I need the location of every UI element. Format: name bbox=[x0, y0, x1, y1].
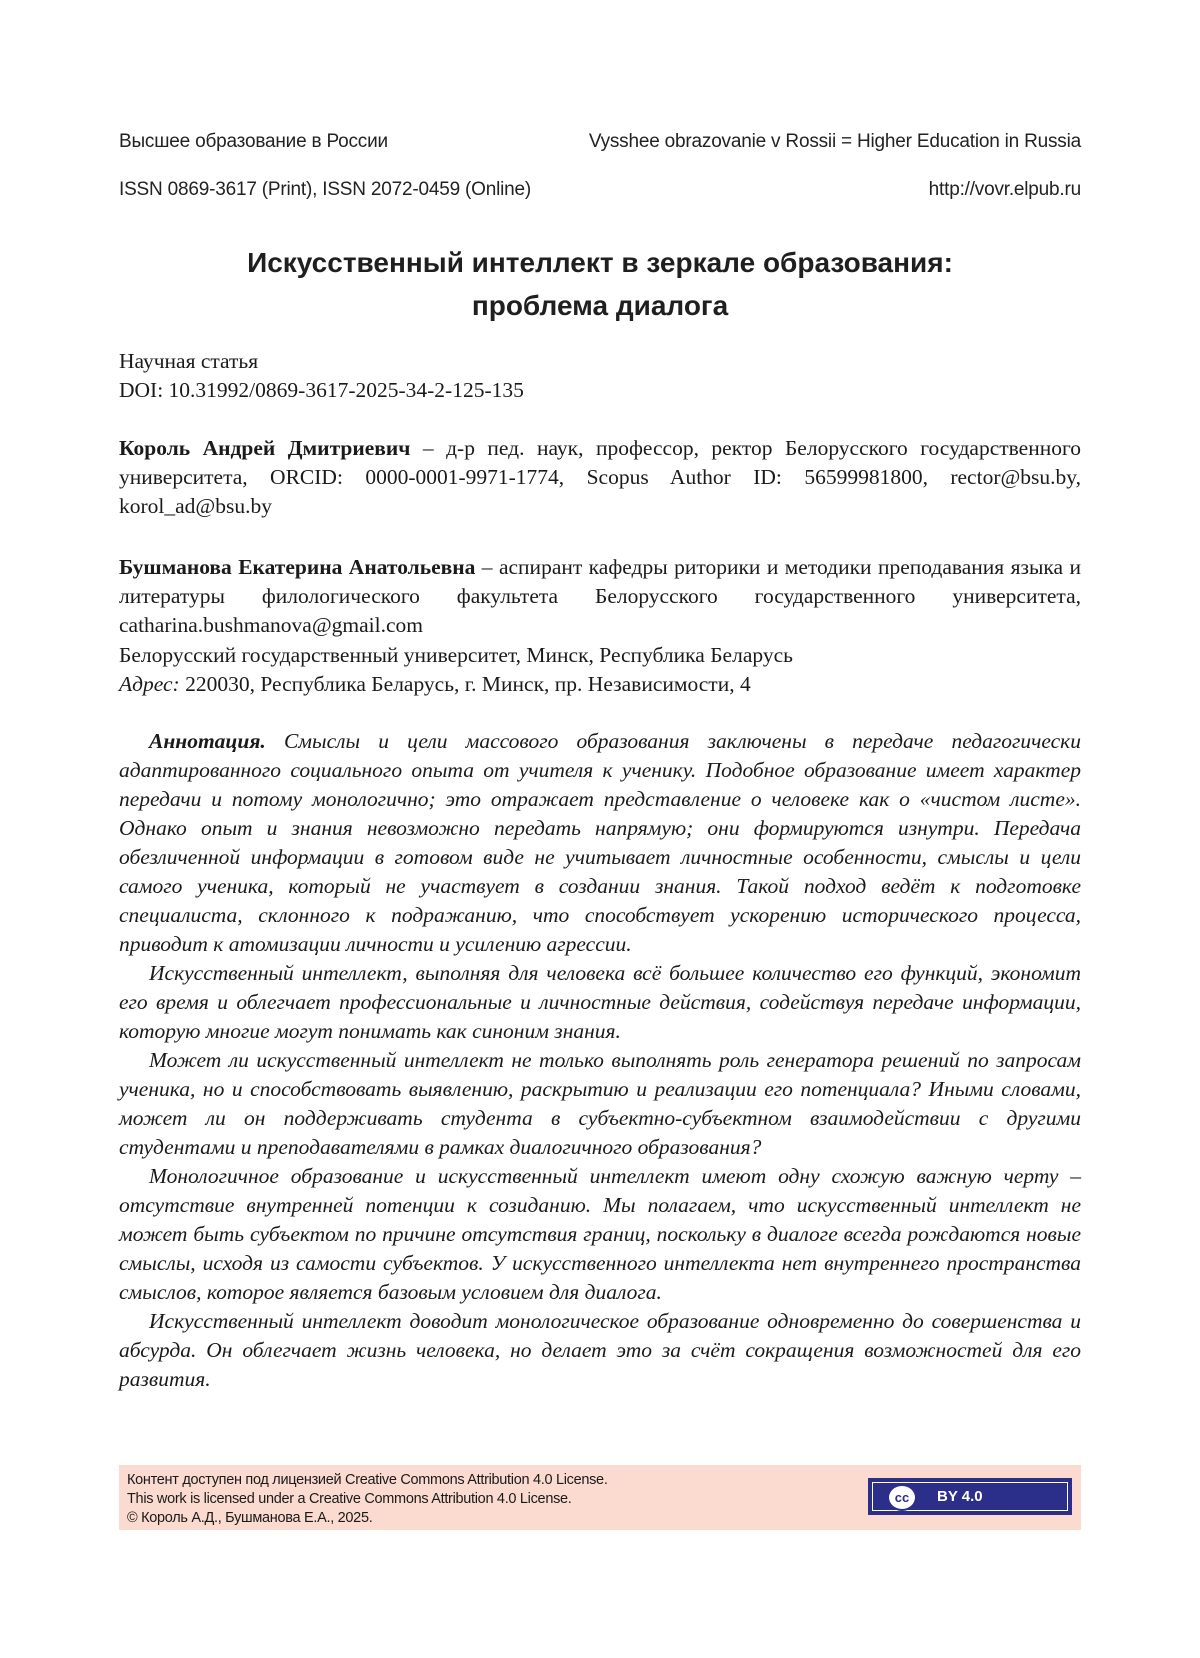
license-box bbox=[119, 1465, 1081, 1530]
copyright-line: © Король А.Д., Бушманова Е.А., 2025. bbox=[127, 1510, 373, 1526]
issn-header bbox=[119, 179, 1081, 201]
title-line-2: проблема диалога bbox=[471, 290, 729, 321]
cc-badge-label: BY 4.0 bbox=[937, 1488, 983, 1505]
abstract-p1-text: Смыслы и цели массового образования заключены в передаче педагогически адаптированного социального опыта от учителя к ученику. Подобное образование имеет характер передачи и потому монологично; это отражает представление о человеке как о «чистом листе». Однако опыт и знания невозможно передать напрямую; они формируются изнутри. Передача обезличенной информации в готовом виде не учитывает личностные особенности, смыслы и цели самого ученика, который не участвует в создании знания. Такой подход ведёт к подготовке специалиста, склонного к подражанию, что способствует ускорению исторического процесса, приводит к атомизации личности и усилению агрессии. bbox=[119, 729, 1081, 956]
cc-badge-frame bbox=[872, 1482, 1068, 1511]
author-1 bbox=[119, 434, 1081, 521]
address-label: Адрес: bbox=[119, 672, 180, 696]
address-value: 220030, Республика Беларусь, г. Минск, пр. Независимости, 4 bbox=[179, 672, 751, 696]
abstract-paragraph-1 bbox=[119, 727, 1081, 959]
author-1-name: Король Андрей Дмитриевич bbox=[119, 436, 411, 460]
author-1-details: – д-р пед. наук, профессор, ректор Белорусского государственного университета, ORCID: 0000-0001-9971-1774, Scopus Author ID: 56599981800, rector@bsu.by, korol_ad@bsu.by bbox=[119, 436, 1081, 518]
article-type: Научная статья bbox=[119, 349, 259, 373]
affiliation-org: Белорусский государственный университет, Минск, Республика Беларусь bbox=[119, 643, 793, 667]
abstract-paragraph-2: Искусственный интеллект, выполняя для человека всё большее количество его функций, экономит его время и облегчает профессиональные и личностные действия, содействуя передаче информации, которую многие могут понимать как синоним знания. bbox=[119, 961, 1081, 1043]
cc-logo-icon: cc bbox=[887, 1484, 917, 1511]
title-line-1: Искусственный интеллект в зеркале образования: bbox=[247, 247, 953, 278]
author-2-name: Бушманова Екатерина Анатольевна bbox=[119, 555, 476, 579]
affiliation-address bbox=[119, 670, 751, 699]
license-line-en: This work is licensed under a Creative Commons Attribution 4.0 License. bbox=[127, 1491, 572, 1507]
abstract-paragraph-5: Искусственный интеллект доводит монологическое образование одновременно до совершенства и абсурда. Он облегчает жизнь человека, но делает это за счёт сокращения возможностей для его развития. bbox=[119, 1309, 1081, 1391]
article-title bbox=[119, 241, 1081, 327]
license-text bbox=[127, 1471, 608, 1528]
abstract-paragraph-3: Может ли искусственный интеллект не только выполнять роль генератора решений по запросам ученика, но и способствовать выявлению, раскрытию и реализации его потенциала? Иными словами, может ли он поддерживать студента в субъектно-субъектном взаимодействии с другими студентами и преподавателями в рамках диалогичного образования? bbox=[119, 1048, 1081, 1159]
cc-by-badge[interactable] bbox=[868, 1478, 1072, 1515]
journal-url[interactable]: http://vovr.elpub.ru bbox=[928, 179, 1081, 200]
journal-title-en: Vysshee obrazovanie v Rossii = Higher Education in Russia bbox=[588, 131, 1081, 152]
author-2-details: – аспирант кафедры риторики и методики преподавания языка и литературы филологического факультета Белорусского государственного университета, catharina.bushmanova@gmail.com bbox=[119, 555, 1081, 637]
journal-title-ru: Высшее образование в России bbox=[119, 131, 388, 152]
abstract-paragraph-4: Монологичное образование и искусственный интеллект имеют одну схожую важную черту – отсутствие внутренней потенции к созиданию. Мы полагаем, что искусственный интеллект не может быть субъектом по причине отсутствия границ, поскольку в диалоге всегда рождаются новые смыслы, исходя из самости субъектов. У искусственного интеллекта нет внутреннего пространства смыслов, которое является базовым условием для диалога. bbox=[119, 1164, 1081, 1304]
abstract-lead: Аннотация. bbox=[149, 729, 266, 753]
issn: ISSN 0869-3617 (Print), ISSN 2072-0459 (Online) bbox=[119, 179, 531, 200]
author-2 bbox=[119, 553, 1081, 640]
article-meta bbox=[119, 347, 524, 405]
article-doi[interactable]: DOI: 10.31992/0869-3617-2025-34-2-125-135 bbox=[119, 378, 524, 402]
journal-header bbox=[119, 131, 1081, 153]
abstract bbox=[119, 727, 1081, 1394]
license-line-ru: Контент доступен под лицензией Creative Commons Attribution 4.0 License. bbox=[127, 1472, 608, 1488]
